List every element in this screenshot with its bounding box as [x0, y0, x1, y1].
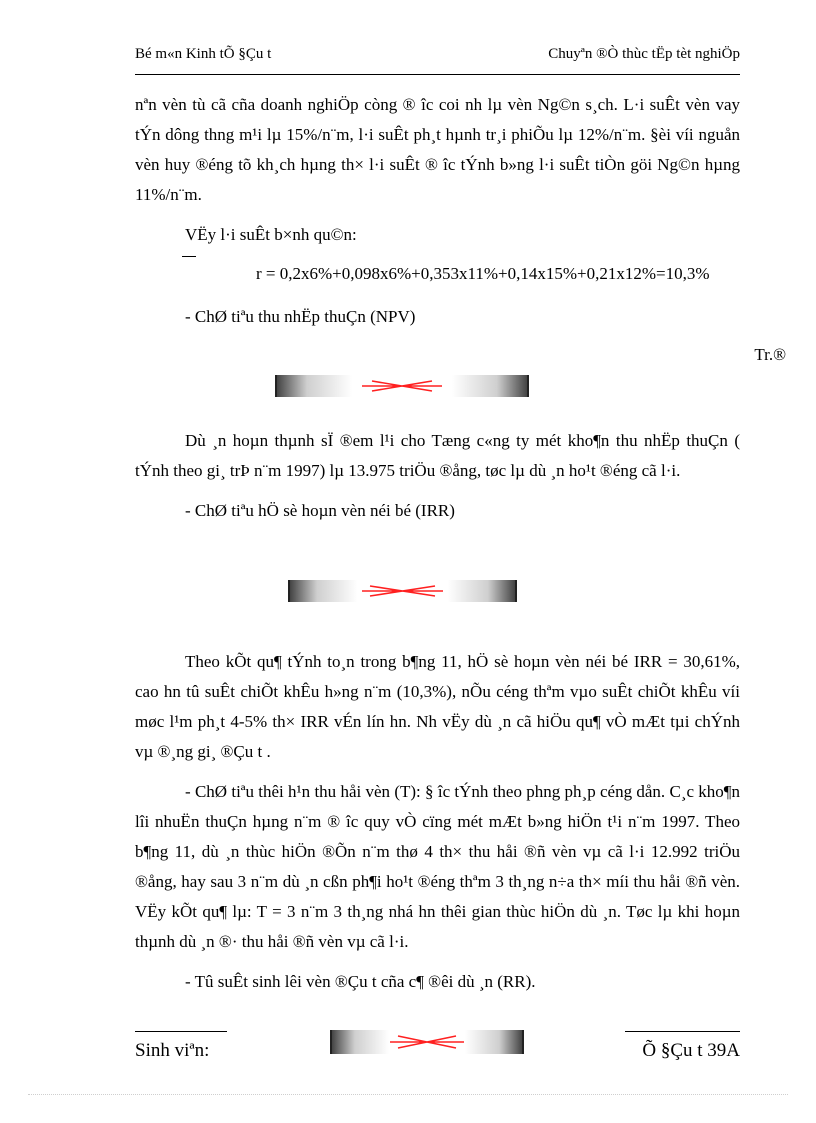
paragraph-npv-result: Dù ¸n hoµn thµnh sÏ ®em l¹i cho Tæng c«ng ty mét kho¶n thu nhËp thuÇn ( tÝnh theo gi¸ trÞ n¨m 1997) lµ 13.975 triÖu ®ång, tøc lµ dù ¸n ho¹t ®éng cã l·i.: [135, 431, 740, 480]
formula-placeholder-bar-1: [275, 375, 529, 397]
rr-heading: - Tû suÊt sinh lêi vèn ®Çu t cña c¶ ®êi dù ¸n (RR).: [185, 972, 536, 991]
npv-result-block: [135, 426, 740, 526]
paragraph-capital-costs: nªn vèn tù cã cña doanh nghiÖp còng ® îc coi nh lµ vèn Ng©n s¸ch. L·i suÊt vèn vay tÝn dông thng m¹i lµ 15%/n¨m, l·i suÊt ph¸t hµnh tr¸i phiÕu lµ 12%/n¨m. §èi víi nguån vèn huy ®éng tõ kh¸ch hµng th× l·i suÊt ® îc tÝnh b»ng l·i suÊt tiÒn göi Ng©n hµng 11%/n¨m.: [135, 95, 740, 204]
page-bottom-dotted-line: [28, 1094, 788, 1095]
paragraph-payback-period: - ChØ tiªu thêi h¹n thu håi vèn (T): § îc tÝnh theo phng ph¸p céng dån. C¸c kho¶n lîi nhuËn thuÇn hµng n¨m ® îc quy vÒ cïng mét mÆt b»ng hiÖn t¹i n¨m 1997. Theo b¶ng 11, dù ¸n thùc hiÖn ®Õn n¨m thø 4 th× thu håi ®ñ vèn vµ cã l·i 12.992 triÖu ®ång, hay sau 3 n¨m dù ¸n cßn ph¶i ho¹t ®éng thªm 3 th¸ng n÷a th× míi thu håi ®ñ vèn. VËy kÕt qu¶ lµ: T = 3 n¨m 3 th¸ng nhá hn thêi gian thùc hiÖn dù ¸n. Tøc lµ khi hoµn thµnh dù ¸n ®· thu håi ®ñ vèn vµ cã l·i.: [135, 782, 740, 951]
header-right: Chuyªn ®Ò thùc tËp tèt nghiÖp: [548, 46, 740, 62]
formula-placeholder-bar-2: [288, 580, 517, 602]
footer-left: Sinh viªn:: [135, 1040, 210, 1061]
irr-heading: - ChØ tiªu hÖ sè hoµn vèn néi bé (IRR): [185, 501, 455, 520]
unit-note: Tr.®: [754, 345, 786, 364]
paragraph-average-rate: VËy l·i suÊt b×nh qu©n:: [185, 225, 357, 244]
npv-heading-block: [135, 302, 740, 332]
npv-heading: - ChØ tiªu thu nhËp thuÇn (NPV): [185, 307, 416, 326]
red-cross-icon: [332, 1030, 522, 1054]
paragraph-irr-result: Theo kÕt qu¶ tÝnh to¸n trong b¶ng 11, hÖ sè hoµn vèn néi bé IRR = 30,61%, cao hn tû suÊt chiÕt khÊu h»ng n¨m (10,3%), nÕu céng thªm vµo suÊt chiÕt khÊu víi møc l¹m ph¸t 4-5% th× IRR vÉn lín hn. Nh vËy dù ¸n cã hiÖu qu¶ vÒ mÆt tµi chÝnh vµ ®¸ng gi¸ ®Çu t .: [135, 652, 740, 761]
footer-right: Õ §Çu t 39A: [642, 1040, 740, 1061]
footer-placeholder-bar: [330, 1030, 524, 1054]
header-left: Bé m«n Kinh tÕ §Çu t: [135, 46, 272, 62]
document-body: [135, 90, 740, 250]
header-rule: [135, 74, 740, 75]
red-cross-icon: [277, 375, 527, 397]
r-bar-overline: [182, 256, 196, 257]
red-cross-icon: [290, 580, 515, 602]
footer-rule-right: [625, 1031, 740, 1032]
irr-result-block: [135, 647, 740, 997]
footer-rule-left: [135, 1031, 227, 1032]
average-rate-formula: r = 0,2x6%+0,098x6%+0,353x11%+0,14x15%+0,21x12%=10,3%: [256, 264, 710, 283]
